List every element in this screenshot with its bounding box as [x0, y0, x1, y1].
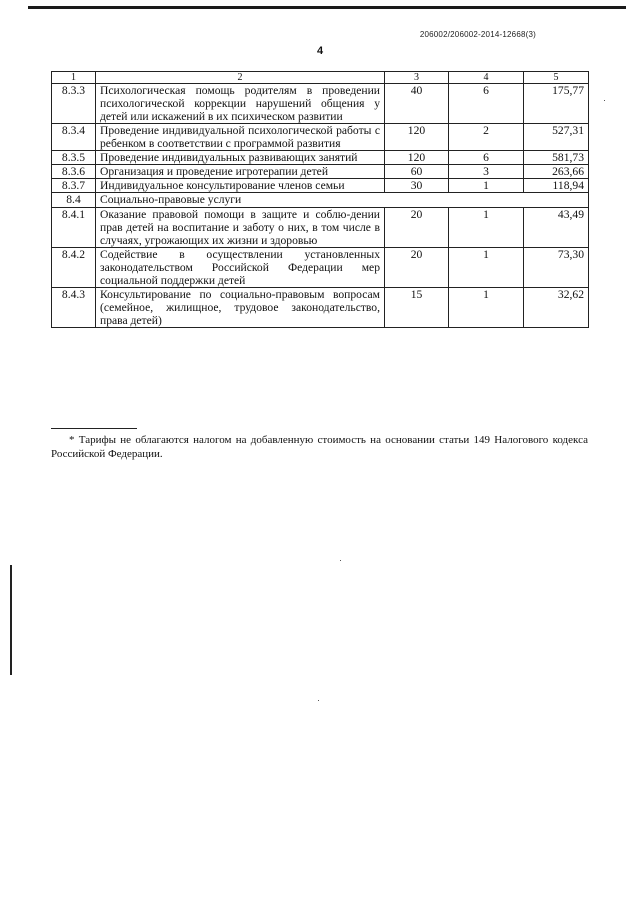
column-4-value: 2	[449, 124, 524, 151]
column-4-value: 6	[449, 151, 524, 165]
tariff-value: 175,77	[524, 84, 589, 124]
service-code: 8.3.6	[52, 165, 96, 179]
column-3-value: 60	[385, 165, 449, 179]
service-description: Проведение индивидуальных развивающих занятий	[96, 151, 385, 165]
column-3-value: 120	[385, 124, 449, 151]
service-code: 8.4.1	[52, 208, 96, 248]
column-3-value: 120	[385, 151, 449, 165]
tariff-value: 32,62	[524, 288, 589, 328]
service-description: Индивидуальное консультирование членов семьи	[96, 179, 385, 193]
service-code: 8.3.7	[52, 179, 96, 193]
column-4-value: 1	[449, 248, 524, 288]
footnote-divider	[51, 428, 137, 429]
tariff-value: 263,66	[524, 165, 589, 179]
column-4-value: 3	[449, 165, 524, 179]
table-row	[52, 84, 589, 124]
column-header: 4	[449, 72, 524, 84]
section-title: Социально-правовые услуги	[96, 193, 589, 208]
service-code: 8.3.4	[52, 124, 96, 151]
service-description: Организация и проведение игротерапии детей	[96, 165, 385, 179]
column-3-value: 15	[385, 288, 449, 328]
table-row	[52, 288, 589, 328]
service-description: Консультирование по социально-правовым вопросам (семейное, жилищное, трудовое законодательство, права детей)	[96, 288, 385, 328]
tariff-value: 581,73	[524, 151, 589, 165]
tariff-value: 527,31	[524, 124, 589, 151]
service-description: Содействие в осуществлении установленных законодательством Российской Федерации мер социальной поддержки детей	[96, 248, 385, 288]
service-description: Психологическая помощь родителям в проведении психологической коррекции нарушений общения у детей или искажений в их психическом развитии	[96, 84, 385, 124]
service-description: Проведение индивидуальной психологической работы с ребенком в соответствии с программой развития	[96, 124, 385, 151]
table-header-row	[52, 72, 589, 84]
document-id: 206002/206002-2014-12668(3)	[419, 30, 536, 39]
tariff-value: 73,30	[524, 248, 589, 288]
tariff-value: 118,94	[524, 179, 589, 193]
column-3-value: 40	[385, 84, 449, 124]
service-code: 8.4.2	[52, 248, 96, 288]
scan-speck	[604, 100, 605, 101]
table-row	[52, 179, 589, 193]
table-row	[52, 124, 589, 151]
column-header: 5	[524, 72, 589, 84]
section-code: 8.4	[52, 193, 96, 208]
table-row	[52, 248, 589, 288]
column-header: 1	[52, 72, 96, 84]
section-row	[52, 193, 589, 208]
top-border-line	[28, 6, 626, 9]
column-4-value: 1	[449, 179, 524, 193]
table-row	[52, 208, 589, 248]
column-3-value: 20	[385, 208, 449, 248]
service-description: Оказание правовой помощи в защите и соблю-дении прав детей на воспитание и заботу о них, в том числе в случаях, угрожающих их жизни и здоровью	[96, 208, 385, 248]
tariff-value: 43,49	[524, 208, 589, 248]
service-code: 8.3.3	[52, 84, 96, 124]
tariff-table	[51, 71, 589, 328]
column-3-value: 20	[385, 248, 449, 288]
footnote-text: * Тарифы не облагаются налогом на добавленную стоимость на основании статьи 149 Налогового кодекса Российской Федерации.	[51, 434, 588, 460]
scan-speck	[340, 560, 341, 561]
table-row	[52, 151, 589, 165]
page-number: 4	[316, 45, 324, 57]
column-header: 3	[385, 72, 449, 84]
scan-speck	[318, 700, 319, 701]
scan-margin-mark	[10, 565, 12, 675]
column-3-value: 30	[385, 179, 449, 193]
service-code: 8.4.3	[52, 288, 96, 328]
column-4-value: 1	[449, 208, 524, 248]
column-4-value: 1	[449, 288, 524, 328]
column-header: 2	[96, 72, 385, 84]
column-4-value: 6	[449, 84, 524, 124]
table-row	[52, 165, 589, 179]
service-code: 8.3.5	[52, 151, 96, 165]
